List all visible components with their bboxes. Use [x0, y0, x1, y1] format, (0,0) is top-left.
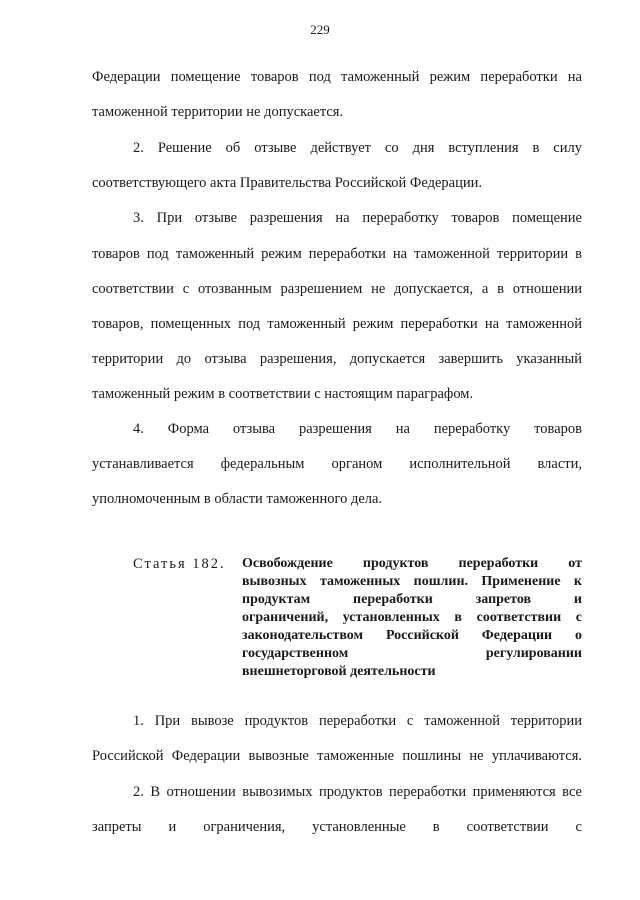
paragraph-line: таможенный режим в соответствии с настоящим параграфом.	[92, 386, 474, 402]
article-title-line: законодательством Российской Федерации о	[242, 628, 582, 643]
article-label: Статья 182.	[133, 556, 226, 572]
paragraph-line: Федерации помещение товаров под таможенный режим переработки на	[92, 69, 582, 85]
paragraph-line: 2. В отношении вывозимых продуктов переработки применяются все	[133, 784, 582, 800]
paragraph-line: уполномоченным в области таможенного дела.	[92, 491, 383, 507]
paragraph-line: товаров, помещенных под таможенный режим переработки на таможенной	[92, 316, 582, 332]
paragraph-line: таможенной территории не допускается.	[92, 104, 344, 120]
article-title-line: Освобождение продуктов переработки от	[242, 556, 582, 571]
paragraph-line: 2. Решение об отзыве действует со дня вступления в силу	[133, 140, 582, 156]
paragraph-line: Российской Федерации вывозные таможенные пошлины не уплачиваются.	[92, 748, 582, 764]
paragraph-line: территории до отзыва разрешения, допускается завершить указанный	[92, 351, 582, 367]
paragraph-line: соответствующего акта Правительства Российской Федерации.	[92, 175, 482, 191]
paragraph-line: 1. При вывозе продуктов переработки с таможенной территории	[133, 713, 582, 729]
article-title-line: внешнеторговой деятельности	[242, 664, 436, 679]
paragraph-line: соответствии с отозванным разрешением не допускается, а в отношении	[92, 281, 582, 297]
article-title-line: продуктам переработки запретов и	[242, 592, 582, 607]
paragraph-line: устанавливается федеральным органом исполнительной власти,	[92, 456, 582, 472]
paragraph-line: 4. Форма отзыва разрешения на переработку товаров	[133, 421, 582, 437]
article-title-line: вывозных таможенных пошлин. Применение к	[242, 574, 582, 589]
paragraph-line: 3. При отзыве разрешения на переработку товаров помещение	[133, 210, 582, 226]
article-title-line: ограничений, установленных в соответствии с	[242, 610, 582, 625]
paragraph-line: товаров под таможенный режим переработки на таможенной территории в	[92, 246, 582, 262]
article-title-line: государственном регулировании	[242, 646, 582, 661]
paragraph-line: запреты и ограничения, установленные в соответствии с	[92, 819, 582, 835]
page-number: 229	[310, 22, 330, 37]
